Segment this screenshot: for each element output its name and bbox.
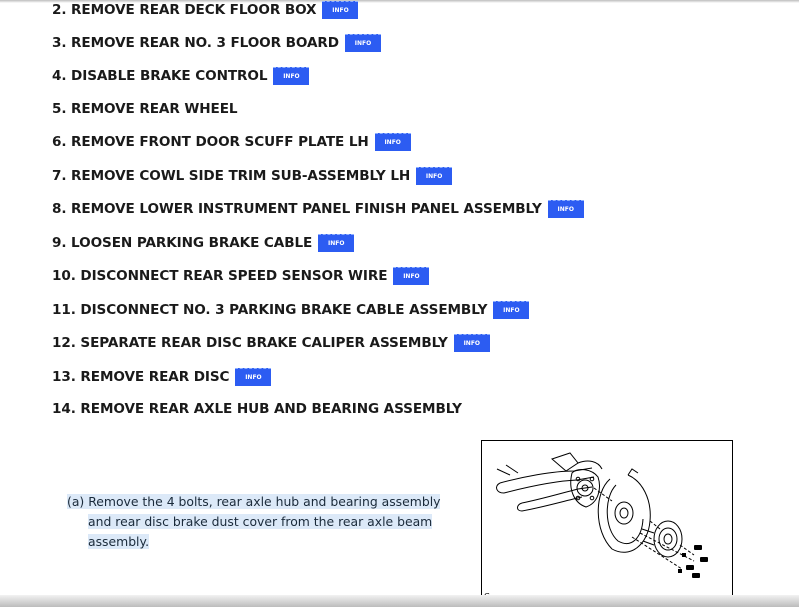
info-link-button[interactable]: INFO [345,34,381,52]
step-title: 5. REMOVE REAR WHEEL [52,101,238,117]
info-link-button[interactable]: INFO [416,167,452,185]
procedure-step [52,300,529,320]
step-title: 2. REMOVE REAR DECK FLOOR BOX [52,2,317,18]
step-title: 13. REMOVE REAR DISC [52,369,230,385]
info-link-button[interactable]: INFO [493,301,529,319]
instruction-line-2: and rear disc brake dust cover from the rear axle beam [88,514,433,529]
hub-removal-figure [481,440,733,602]
info-link-button[interactable]: INFO [454,334,490,352]
step-title: 9. LOOSEN PARKING BRAKE CABLE [52,235,313,251]
step-title: 10. DISCONNECT REAR SPEED SENSOR WIRE [52,268,388,284]
procedure-step [52,132,411,152]
step-title: 3. REMOVE REAR NO. 3 FLOOR BOARD [52,35,339,51]
info-link-button[interactable]: INFO [393,267,429,285]
info-link-button[interactable]: INFO [322,1,358,19]
procedure-step [52,0,358,20]
procedure-step [52,233,354,253]
instruction-text [67,492,469,552]
instruction-line-3: assembly. [88,534,150,549]
step-title: 4. DISABLE BRAKE CONTROL [52,68,268,84]
procedure-step [52,333,490,353]
procedure-step [52,367,271,387]
info-link-button[interactable]: INFO [318,234,354,252]
procedure-step [52,33,381,53]
info-link-button[interactable]: INFO [235,368,271,386]
procedure-step [52,399,462,419]
step-title: 14. REMOVE REAR AXLE HUB AND BEARING ASSEMBLY [52,401,462,417]
rear-axle-hub-illustration [482,441,732,601]
info-link-button[interactable]: INFO [548,200,584,218]
step-title: 8. REMOVE LOWER INSTRUMENT PANEL FINISH PANEL ASSEMBLY [52,201,542,217]
step-title: 11. DISCONNECT NO. 3 PARKING BRAKE CABLE ASSEMBLY [52,302,488,318]
procedure-step [52,66,309,86]
info-link-button[interactable]: INFO [375,133,411,151]
step-title: 6. REMOVE FRONT DOOR SCUFF PLATE LH [52,134,369,150]
procedure-step [52,199,584,219]
info-link-button[interactable]: INFO [273,67,309,85]
instruction-line-1: (a) Remove the 4 bolts, rear axle hub and bearing assembly [67,494,441,509]
procedure-step [52,166,452,186]
bottom-edge-shadow [0,595,799,607]
step-title: 7. REMOVE COWL SIDE TRIM SUB-ASSEMBLY LH [52,168,411,184]
step-title: 12. SEPARATE REAR DISC BRAKE CALIPER ASSEMBLY [52,335,448,351]
procedure-step [52,266,429,286]
procedure-step [52,99,237,119]
